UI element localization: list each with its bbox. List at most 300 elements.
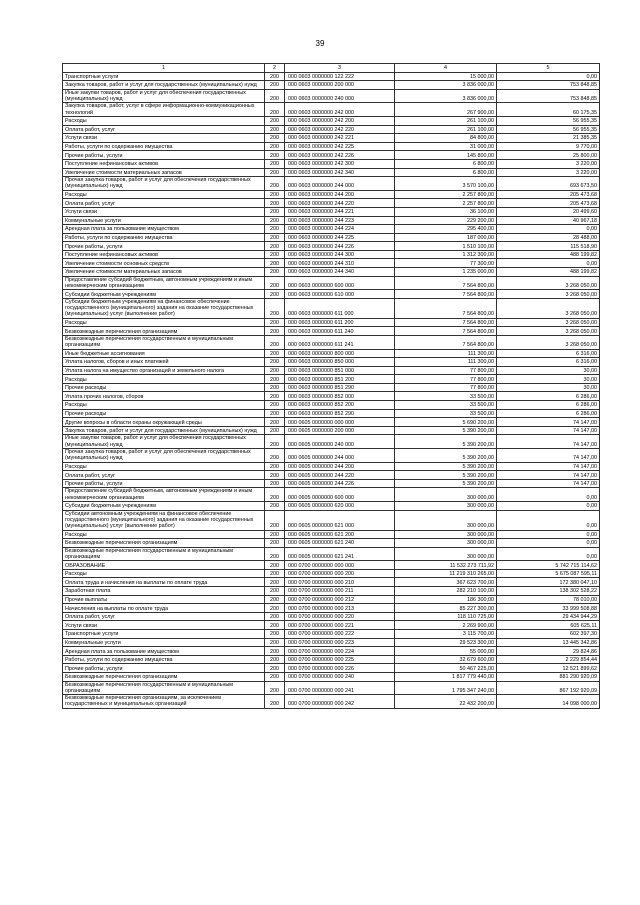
row-approved: 77 300,00 <box>395 259 497 268</box>
row-line-code: 200 <box>265 471 285 480</box>
row-budget-code: 000 0700 0000000 000 226 <box>285 664 395 673</box>
table-row <box>63 103 600 117</box>
row-name: Уплата налога на имущество организаций и земельного налога <box>63 366 265 375</box>
row-budget-code: 000 0603 0000000 244 000 <box>285 177 395 191</box>
header-col-4: 4 <box>395 64 497 73</box>
row-executed: 3 220,00 <box>497 168 600 177</box>
row-name: Оплата работ, услуг <box>63 612 265 621</box>
row-budget-code: 000 0603 0000000 242 340 <box>285 168 395 177</box>
table-row <box>63 318 600 327</box>
row-name: ОБРАЗОВАНИЕ <box>63 561 265 570</box>
row-budget-code: 000 0603 0000000 242 200 <box>285 116 395 125</box>
row-name: Уплата налогов, сборов и иных платежей <box>63 358 265 367</box>
row-budget-code: 000 0605 0000000 621 240 <box>285 539 395 548</box>
row-budget-code: 000 0700 0000000 000 220 <box>285 612 395 621</box>
row-executed: 0,00 <box>497 510 600 530</box>
row-executed: 6 316,00 <box>497 349 600 358</box>
row-approved: 36 100,00 <box>395 207 497 216</box>
header-col-5: 5 <box>497 64 600 73</box>
row-approved: 50 467 225,00 <box>395 664 497 673</box>
row-name: Арендная плата за пользование имуществом <box>63 647 265 656</box>
row-name: Прочая закупка товаров, работ и услуг для обеспечения государственных (муниципальных) нужд <box>63 177 265 191</box>
row-line-code: 200 <box>265 418 285 427</box>
table-row <box>63 569 600 578</box>
table-row <box>63 578 600 587</box>
row-budget-code: 000 0603 0000000 240 000 <box>285 89 395 103</box>
row-approved: 3 570 100,00 <box>395 177 497 191</box>
row-executed: 56 955,35 <box>497 116 600 125</box>
row-name: Арендная плата за пользование имуществом <box>63 225 265 234</box>
table-row <box>63 510 600 530</box>
row-executed: 9 770,00 <box>497 142 600 151</box>
row-name: Прочие расходы <box>63 383 265 392</box>
row-executed: 74 147,00 <box>497 449 600 463</box>
row-line-code: 200 <box>265 630 285 639</box>
row-approved: 1 795 347 240,00 <box>395 681 497 695</box>
row-name: Прочие работы, услуги <box>63 242 265 251</box>
header-col-3: 3 <box>285 64 395 73</box>
row-budget-code: 000 0605 0000000 620 000 <box>285 502 395 511</box>
budget-table <box>62 63 600 709</box>
row-name: Прочие работы, услуги <box>63 151 265 160</box>
row-approved: 111 300,00 <box>395 349 497 358</box>
row-executed: 0,00 <box>497 502 600 511</box>
row-line-code: 200 <box>265 89 285 103</box>
row-executed: 28 488,00 <box>497 233 600 242</box>
row-budget-code: 000 0603 0000000 242 225 <box>285 142 395 151</box>
table-row <box>63 695 600 709</box>
row-line-code: 200 <box>265 151 285 160</box>
table-row <box>63 539 600 548</box>
row-approved: 7 564 800,00 <box>395 290 497 299</box>
table-row <box>63 116 600 125</box>
row-name: Оплата работ, услуг <box>63 125 265 134</box>
table-row <box>63 276 600 290</box>
row-name: Оплата труда и начисления на выплаты по оплате труда <box>63 578 265 587</box>
row-approved: 77 800,00 <box>395 383 497 392</box>
row-name: Субсидии автономным учреждениям на финансовое обеспечение государственного (муниципального) задания на оказание государственных (муниципальных) услуг (выполнение работ) <box>63 510 265 530</box>
row-line-code: 200 <box>265 159 285 168</box>
table-row <box>63 595 600 604</box>
row-executed: 172 380 047,10 <box>497 578 600 587</box>
row-approved: 33 500,00 <box>395 409 497 418</box>
row-executed: 753 848,85 <box>497 81 600 90</box>
table-row <box>63 471 600 480</box>
header-col-2: 2 <box>265 64 285 73</box>
row-approved: 118 110 725,00 <box>395 612 497 621</box>
row-line-code: 200 <box>265 327 285 336</box>
row-executed: 20 499,60 <box>497 207 600 216</box>
row-executed: 0,00 <box>497 539 600 548</box>
row-name: Закупка товаров, работ, услуг в сфере информационно-коммуникационных технологий <box>63 103 265 117</box>
row-budget-code: 000 0700 0000000 000 242 <box>285 695 395 709</box>
row-line-code: 200 <box>265 510 285 530</box>
row-name: Расходы <box>63 116 265 125</box>
row-executed: 6 286,00 <box>497 401 600 410</box>
row-name: Транспортные услуги <box>63 72 265 81</box>
row-name: Расходы <box>63 318 265 327</box>
table-body <box>63 72 600 708</box>
row-budget-code: 000 0700 0000000 000 224 <box>285 647 395 656</box>
row-line-code: 200 <box>265 502 285 511</box>
row-executed: 2 229 854,44 <box>497 655 600 664</box>
row-line-code: 200 <box>265 103 285 117</box>
row-name: Расходы <box>63 569 265 578</box>
table-row <box>63 426 600 435</box>
row-name: Иные закупки товаров, работ и услуг для обеспечения государственных (муниципальных) нужд <box>63 89 265 103</box>
row-line-code: 200 <box>265 655 285 664</box>
row-executed: 30,00 <box>497 375 600 384</box>
row-budget-code: 000 0605 0000000 621 000 <box>285 510 395 530</box>
row-line-code: 200 <box>265 225 285 234</box>
row-approved: 1 510 100,00 <box>395 242 497 251</box>
row-executed: 488 199,82 <box>497 250 600 259</box>
row-executed: 60 175,35 <box>497 103 600 117</box>
table-row <box>63 673 600 682</box>
row-budget-code: 000 0700 0000000 000 210 <box>285 578 395 587</box>
row-budget-code: 000 0603 0000000 244 310 <box>285 259 395 268</box>
row-executed: 205 473,68 <box>497 190 600 199</box>
table-row <box>63 630 600 639</box>
table-row <box>63 681 600 695</box>
row-approved: 3 836 000,00 <box>395 81 497 90</box>
row-approved: 300 000,00 <box>395 488 497 502</box>
row-line-code: 200 <box>265 595 285 604</box>
row-executed: 605 625,11 <box>497 621 600 630</box>
row-budget-code: 000 0603 0000000 611 241 <box>285 335 395 349</box>
row-line-code: 200 <box>265 539 285 548</box>
row-budget-code: 000 0603 0000000 600 000 <box>285 276 395 290</box>
table-row <box>63 349 600 358</box>
row-line-code: 200 <box>265 547 285 561</box>
row-executed: 0,00 <box>497 259 600 268</box>
row-budget-code: 000 0700 0000000 000 212 <box>285 595 395 604</box>
row-budget-code: 000 0603 0000000 851 200 <box>285 375 395 384</box>
row-line-code: 200 <box>265 612 285 621</box>
row-name: Расходы <box>63 401 265 410</box>
table-row <box>63 259 600 268</box>
row-approved: 55 000,00 <box>395 647 497 656</box>
row-approved: 31 000,00 <box>395 142 497 151</box>
row-approved: 5 690 200,00 <box>395 418 497 427</box>
row-budget-code: 000 0603 0000000 244 340 <box>285 268 395 277</box>
row-budget-code: 000 0700 0000000 000 225 <box>285 655 395 664</box>
row-line-code: 200 <box>265 242 285 251</box>
row-line-code: 200 <box>265 621 285 630</box>
table-row <box>63 81 600 90</box>
table-row <box>63 418 600 427</box>
row-budget-code: 000 0605 0000000 600 000 <box>285 488 395 502</box>
table-row <box>63 242 600 251</box>
table-row <box>63 250 600 259</box>
row-approved: 261 100,00 <box>395 116 497 125</box>
row-name: Предоставление субсидий бюджетным, автономным учреждениям и иным некоммерческим организациям <box>63 276 265 290</box>
row-approved: 5 390 200,00 <box>395 479 497 488</box>
row-budget-code: 000 0603 0000000 244 224 <box>285 225 395 234</box>
row-budget-code: 000 0603 0000000 200 000 <box>285 81 395 90</box>
row-approved: 5 390 200,00 <box>395 462 497 471</box>
row-executed: 74 147,00 <box>497 471 600 480</box>
row-line-code: 200 <box>265 250 285 259</box>
row-budget-code: 000 0603 0000000 244 200 <box>285 190 395 199</box>
row-name: Поступление нефинансовых активов <box>63 250 265 259</box>
row-executed: 6 286,00 <box>497 392 600 401</box>
row-approved: 1 817 779 440,00 <box>395 673 497 682</box>
table-row <box>63 488 600 502</box>
row-name: Иные закупки товаров, работ и услуг для обеспечения государственных (муниципальных) нужд <box>63 435 265 449</box>
row-budget-code: 000 0603 0000000 242 220 <box>285 125 395 134</box>
row-budget-code: 000 0603 0000000 242 300 <box>285 159 395 168</box>
row-approved: 5 390 200,00 <box>395 435 497 449</box>
header-col-1: 1 <box>63 64 265 73</box>
row-name: Иные бюджетные ассигнования <box>63 349 265 358</box>
row-line-code: 200 <box>265 638 285 647</box>
row-executed: 115 518,90 <box>497 242 600 251</box>
row-name: Закупка товаров, работ и услуг для государственных (муниципальных) нужд <box>63 81 265 90</box>
row-approved: 300 000,00 <box>395 530 497 539</box>
row-budget-code: 000 0700 0000000 000 213 <box>285 604 395 613</box>
row-line-code: 200 <box>265 383 285 392</box>
row-executed: 29 824,86 <box>497 647 600 656</box>
row-line-code: 200 <box>265 479 285 488</box>
row-line-code: 200 <box>265 259 285 268</box>
row-executed: 5 742 715 114,62 <box>497 561 600 570</box>
table-row <box>63 199 600 208</box>
table-row <box>63 89 600 103</box>
row-approved: 5 390 200,00 <box>395 471 497 480</box>
table-row <box>63 366 600 375</box>
row-name: Прочие выплаты <box>63 595 265 604</box>
row-executed: 56 955,35 <box>497 125 600 134</box>
row-line-code: 200 <box>265 349 285 358</box>
row-budget-code: 000 0700 0000000 000 223 <box>285 638 395 647</box>
row-line-code: 200 <box>265 81 285 90</box>
row-budget-code: 000 0603 0000000 242 221 <box>285 134 395 143</box>
row-approved: 267 900,00 <box>395 103 497 117</box>
row-executed: 205 473,68 <box>497 199 600 208</box>
row-approved: 187 000,00 <box>395 233 497 242</box>
row-line-code: 200 <box>265 290 285 299</box>
row-approved: 7 564 800,00 <box>395 318 497 327</box>
row-name: Безвозмездные перечисления организациям <box>63 539 265 548</box>
row-line-code: 200 <box>265 561 285 570</box>
row-budget-code: 000 0603 0000000 851 290 <box>285 383 395 392</box>
table-row <box>63 375 600 384</box>
table-row <box>63 125 600 134</box>
row-budget-code: 000 0603 0000000 244 223 <box>285 216 395 225</box>
row-executed: 3 268 050,00 <box>497 298 600 318</box>
row-approved: 1 312 300,00 <box>395 250 497 259</box>
row-executed: 0,00 <box>497 488 600 502</box>
row-name: Предоставление субсидий бюджетным, автономным учреждениям и иным некоммерческим организациям <box>63 488 265 502</box>
row-approved: 15 000,00 <box>395 72 497 81</box>
row-budget-code: 000 0700 0000000 000 000 <box>285 561 395 570</box>
row-approved: 84 800,00 <box>395 134 497 143</box>
row-line-code: 200 <box>265 673 285 682</box>
table-row <box>63 134 600 143</box>
row-line-code: 200 <box>265 199 285 208</box>
row-approved: 5 390 200,00 <box>395 426 497 435</box>
table-row <box>63 159 600 168</box>
row-approved: 282 210 100,00 <box>395 587 497 596</box>
row-name: Коммунальные услуги <box>63 216 265 225</box>
row-budget-code: 000 0700 0000000 000 211 <box>285 587 395 596</box>
row-line-code: 200 <box>265 695 285 709</box>
table-row <box>63 449 600 463</box>
row-approved: 1 235 000,00 <box>395 268 497 277</box>
row-name: Заработная плата <box>63 587 265 596</box>
row-budget-code: 000 0603 0000000 242 000 <box>285 103 395 117</box>
table-row <box>63 647 600 656</box>
row-name: Начисления на выплаты по оплате труда <box>63 604 265 613</box>
row-name: Субсидии бюджетным учреждениям на финансовое обеспечение государственного (муниципального) задания на оказание государственных (муниципальных) услуг (выполнение работ) <box>63 298 265 318</box>
row-name: Уплата прочих налогов, сборов <box>63 392 265 401</box>
row-budget-code: 000 0605 0000000 244 200 <box>285 462 395 471</box>
row-executed: 3 220,00 <box>497 159 600 168</box>
row-line-code: 200 <box>265 168 285 177</box>
table-row <box>63 358 600 367</box>
row-budget-code: 000 0700 0000000 000 222 <box>285 630 395 639</box>
row-executed: 881 290 920,09 <box>497 673 600 682</box>
row-name: Коммунальные услуги <box>63 638 265 647</box>
row-name: Расходы <box>63 530 265 539</box>
row-executed: 6 316,00 <box>497 358 600 367</box>
row-line-code: 200 <box>265 366 285 375</box>
table-row <box>63 168 600 177</box>
row-line-code: 200 <box>265 358 285 367</box>
table-row <box>63 621 600 630</box>
table-row <box>63 233 600 242</box>
row-executed: 74 147,00 <box>497 418 600 427</box>
row-executed: 0,00 <box>497 530 600 539</box>
row-budget-code: 000 0700 0000000 000 241 <box>285 681 395 695</box>
row-approved: 300 000,00 <box>395 510 497 530</box>
table-row <box>63 142 600 151</box>
row-name: Безвозмездные перечисления организациям, за исключением государственных и муниципальных организаций <box>63 695 265 709</box>
row-approved: 29 523 300,00 <box>395 638 497 647</box>
row-executed: 867 192 920,09 <box>497 681 600 695</box>
row-line-code: 200 <box>265 401 285 410</box>
row-approved: 6 800,00 <box>395 168 497 177</box>
row-budget-code: 000 0605 0000000 621 241 <box>285 547 395 561</box>
row-name: Безвозмездные перечисления государственным и муниципальным организациям <box>63 547 265 561</box>
row-executed: 40 967,18 <box>497 216 600 225</box>
row-line-code: 200 <box>265 681 285 695</box>
row-line-code: 200 <box>265 233 285 242</box>
row-executed: 753 848,85 <box>497 89 600 103</box>
row-name: Безвозмездные перечисления организациям <box>63 327 265 336</box>
row-approved: 186 300,00 <box>395 595 497 604</box>
table-row <box>63 462 600 471</box>
row-name: Оплата работ, услуг <box>63 199 265 208</box>
row-approved: 7 564 800,00 <box>395 276 497 290</box>
row-executed: 0,00 <box>497 72 600 81</box>
row-name: Субсидии бюджетным учреждениям <box>63 502 265 511</box>
row-name: Поступление нефинансовых активов <box>63 159 265 168</box>
row-approved: 11 219 310 265,00 <box>395 569 497 578</box>
row-budget-code: 000 0605 0000000 244 226 <box>285 479 395 488</box>
page-number: 39 <box>315 39 325 48</box>
table-row <box>63 655 600 664</box>
row-name: Закупка товаров, работ и услуг для государственных (муниципальных) нужд <box>63 426 265 435</box>
row-approved: 145 800,00 <box>395 151 497 160</box>
row-budget-code: 000 0603 0000000 852 290 <box>285 409 395 418</box>
row-budget-code: 000 0603 0000000 244 300 <box>285 250 395 259</box>
row-line-code: 200 <box>265 462 285 471</box>
row-budget-code: 000 0700 0000000 000 240 <box>285 673 395 682</box>
row-name: Транспортные услуги <box>63 630 265 639</box>
table-header-row <box>63 64 600 73</box>
row-budget-code: 000 0603 0000000 122 222 <box>285 72 395 81</box>
row-executed: 25 800,00 <box>497 151 600 160</box>
table-row <box>63 502 600 511</box>
row-name: Субсидии бюджетным учреждениям <box>63 290 265 299</box>
row-budget-code: 000 0603 0000000 800 000 <box>285 349 395 358</box>
table-row <box>63 612 600 621</box>
row-line-code: 200 <box>265 435 285 449</box>
row-name: Прочие расходы <box>63 409 265 418</box>
row-executed: 693 673,50 <box>497 177 600 191</box>
row-line-code: 200 <box>265 298 285 318</box>
row-line-code: 200 <box>265 578 285 587</box>
row-budget-code: 000 0605 0000000 621 200 <box>285 530 395 539</box>
row-name: Услуги связи <box>63 621 265 630</box>
row-executed: 138 302 528,22 <box>497 587 600 596</box>
row-line-code: 200 <box>265 276 285 290</box>
row-executed: 12 521 899,62 <box>497 664 600 673</box>
row-executed: 21 385,35 <box>497 134 600 143</box>
row-line-code: 200 <box>265 72 285 81</box>
row-line-code: 200 <box>265 409 285 418</box>
row-name: Прочая закупка товаров, работ и услуг для обеспечения государственных (муниципальных) нужд <box>63 449 265 463</box>
row-approved: 32 679 600,00 <box>395 655 497 664</box>
row-name: Оплата работ, услуг <box>63 471 265 480</box>
row-budget-code: 000 0603 0000000 244 225 <box>285 233 395 242</box>
row-approved: 7 564 800,00 <box>395 335 497 349</box>
row-approved: 261 100,00 <box>395 125 497 134</box>
row-executed: 3 268 050,00 <box>497 276 600 290</box>
table-row <box>63 290 600 299</box>
row-budget-code: 000 0603 0000000 852 000 <box>285 392 395 401</box>
table-row <box>63 435 600 449</box>
row-approved: 300 000,00 <box>395 547 497 561</box>
row-name: Прочие работы, услуги <box>63 664 265 673</box>
row-budget-code: 000 0605 0000000 244 000 <box>285 449 395 463</box>
row-name: Работы, услуги по содержанию имущества <box>63 233 265 242</box>
row-line-code: 200 <box>265 392 285 401</box>
row-executed: 3 268 050,00 <box>497 318 600 327</box>
table-row <box>63 225 600 234</box>
row-approved: 229 200,00 <box>395 216 497 225</box>
row-line-code: 200 <box>265 664 285 673</box>
row-executed: 6 286,00 <box>497 409 600 418</box>
row-executed: 3 268 050,00 <box>497 335 600 349</box>
row-name: Безвозмездные перечисления государственным и муниципальным организациям <box>63 681 265 695</box>
row-executed: 14 098 000,00 <box>497 695 600 709</box>
row-executed: 30,00 <box>497 383 600 392</box>
row-name: Прочие работы, услуги <box>63 479 265 488</box>
row-executed: 0,00 <box>497 225 600 234</box>
row-budget-code: 000 0603 0000000 242 226 <box>285 151 395 160</box>
row-line-code: 200 <box>265 125 285 134</box>
table-row <box>63 207 600 216</box>
row-approved: 33 500,00 <box>395 392 497 401</box>
row-approved: 2 257 800,00 <box>395 190 497 199</box>
row-budget-code: 000 0603 0000000 244 220 <box>285 199 395 208</box>
row-approved: 3 836 000,00 <box>395 89 497 103</box>
row-approved: 300 000,00 <box>395 539 497 548</box>
row-budget-code: 000 0605 0000000 200 000 <box>285 426 395 435</box>
